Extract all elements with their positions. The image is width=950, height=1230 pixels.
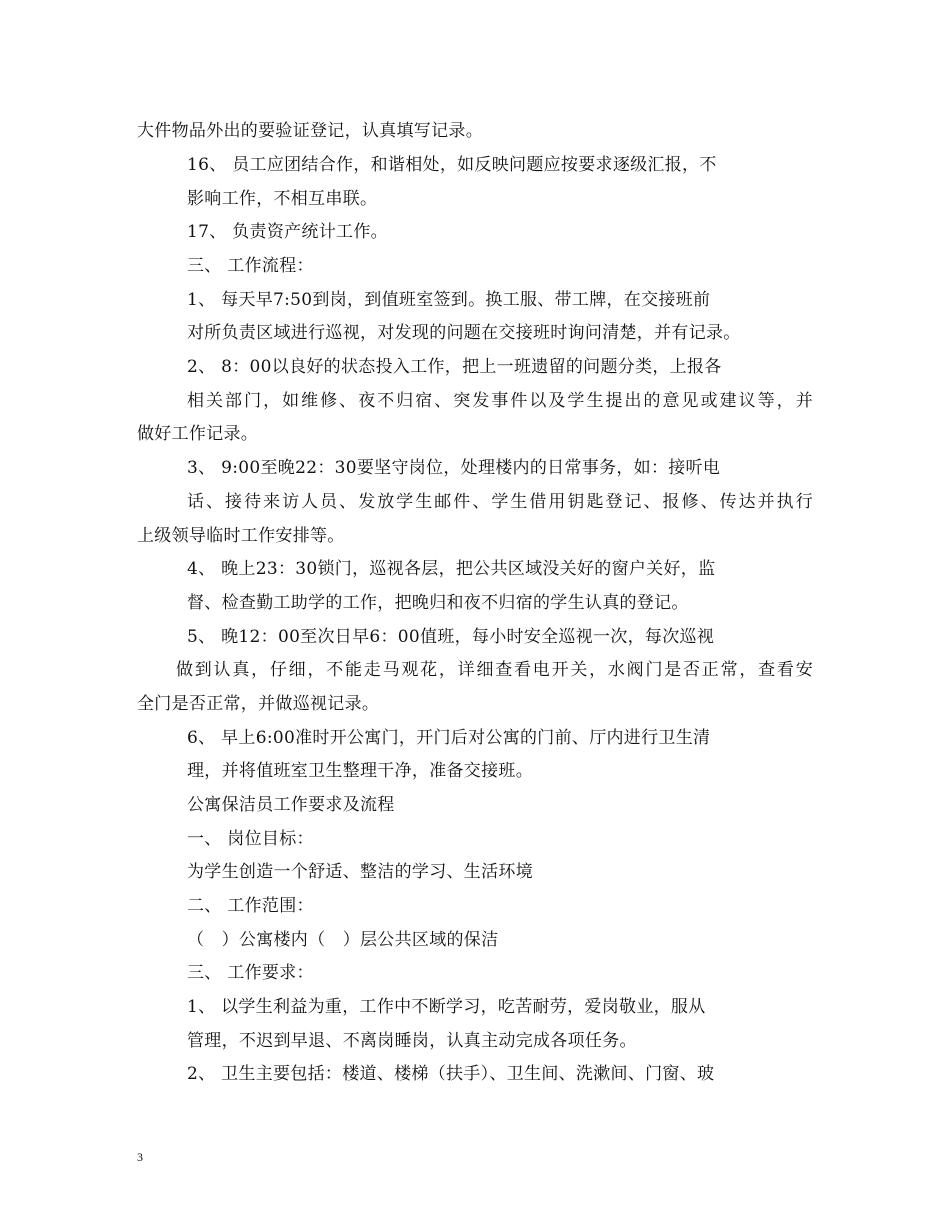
text-line: 4、 晚上23：30锁门，巡视各层，把公共区域没关好的窗户关好，监 [187, 559, 716, 579]
text-line: 相关部门，如维修、夜不归宿、突发事件以及学生提出的意见或建议等，并 [187, 391, 813, 411]
text-line: 一、 岗位目标： [187, 829, 314, 849]
page-number: 3 [137, 1150, 143, 1164]
text-line: 2、 8：00以良好的状态投入工作，把上一班遗留的问题分类，上报各 [187, 357, 722, 377]
text-line: 三、 工作流程： [187, 256, 314, 276]
text-line: 全门是否正常，并做巡视记录。 [137, 694, 380, 714]
text-line: 1、 以学生利益为重，工作中不断学习，吃苦耐劳，爱岗敬业，服从 [187, 997, 706, 1017]
text-line: 3、 9:00至晚22：30要坚守岗位，处理楼内的日常事务，如：接听电 [187, 458, 721, 478]
text-line: 2、 卫生主要包括：楼道、楼梯（扶手）、卫生间、洗漱间、门窗、玻 [187, 1064, 715, 1084]
text-line: 管理，不迟到早退、不离岗睡岗，认真主动完成各项任务。 [187, 1031, 637, 1051]
text-line: 影响工作，不相互串联。 [187, 189, 378, 209]
text-line: 16、 员工应团结合作，和谐相处，如反映问题应按要求逐级汇报，不 [187, 155, 717, 175]
text-line: 为学生创造一个舒适、整洁的学习、生活环境 [187, 862, 533, 882]
text-line: 上级领导临时工作安排等。 [137, 526, 345, 546]
text-line: 5、 晚12：00至次日早6：00值班，每小时安全巡视一次，每次巡视 [187, 627, 715, 647]
text-line: 理，并将值班室卫生整理干净，准备交接班。 [187, 761, 533, 781]
text-line: 二、 工作范围： [187, 896, 314, 916]
text-line: 督、检查勤工助学的工作，把晚归和夜不归宿的学生认真的登记。 [187, 593, 689, 613]
text-line: 17、 负责资产统计工作。 [187, 222, 388, 242]
text-line: 对所负责区域进行巡视，对发现的问题在交接班时询问清楚，并有记录。 [187, 323, 741, 343]
text-line: 三、 工作要求： [187, 963, 314, 983]
text-line: 6、 早上6:00准时开公寓门，开门后对公寓的门前、厅内进行卫生清 [187, 728, 711, 748]
text-line: 话、接待来访人员、发放学生邮件、学生借用钥匙登记、报修、传达并执行 [187, 492, 813, 512]
text-line: 大件物品外出的要验证登记，认真填写记录。 [137, 121, 483, 141]
text-line: 1、 每天早7:50到岗，到值班室签到。换工服、带工牌，在交接班前 [187, 290, 711, 310]
text-line: 公寓保洁员工作要求及流程 [187, 795, 395, 815]
text-line: 做到认真，仔细，不能走马观花，详细查看电开关，水阀门是否正常，查看安 [176, 660, 813, 680]
text-line: （ ）公寓楼内（ ）层公共区域的保洁 [187, 930, 499, 950]
text-line: 做好工作记录。 [137, 424, 259, 444]
